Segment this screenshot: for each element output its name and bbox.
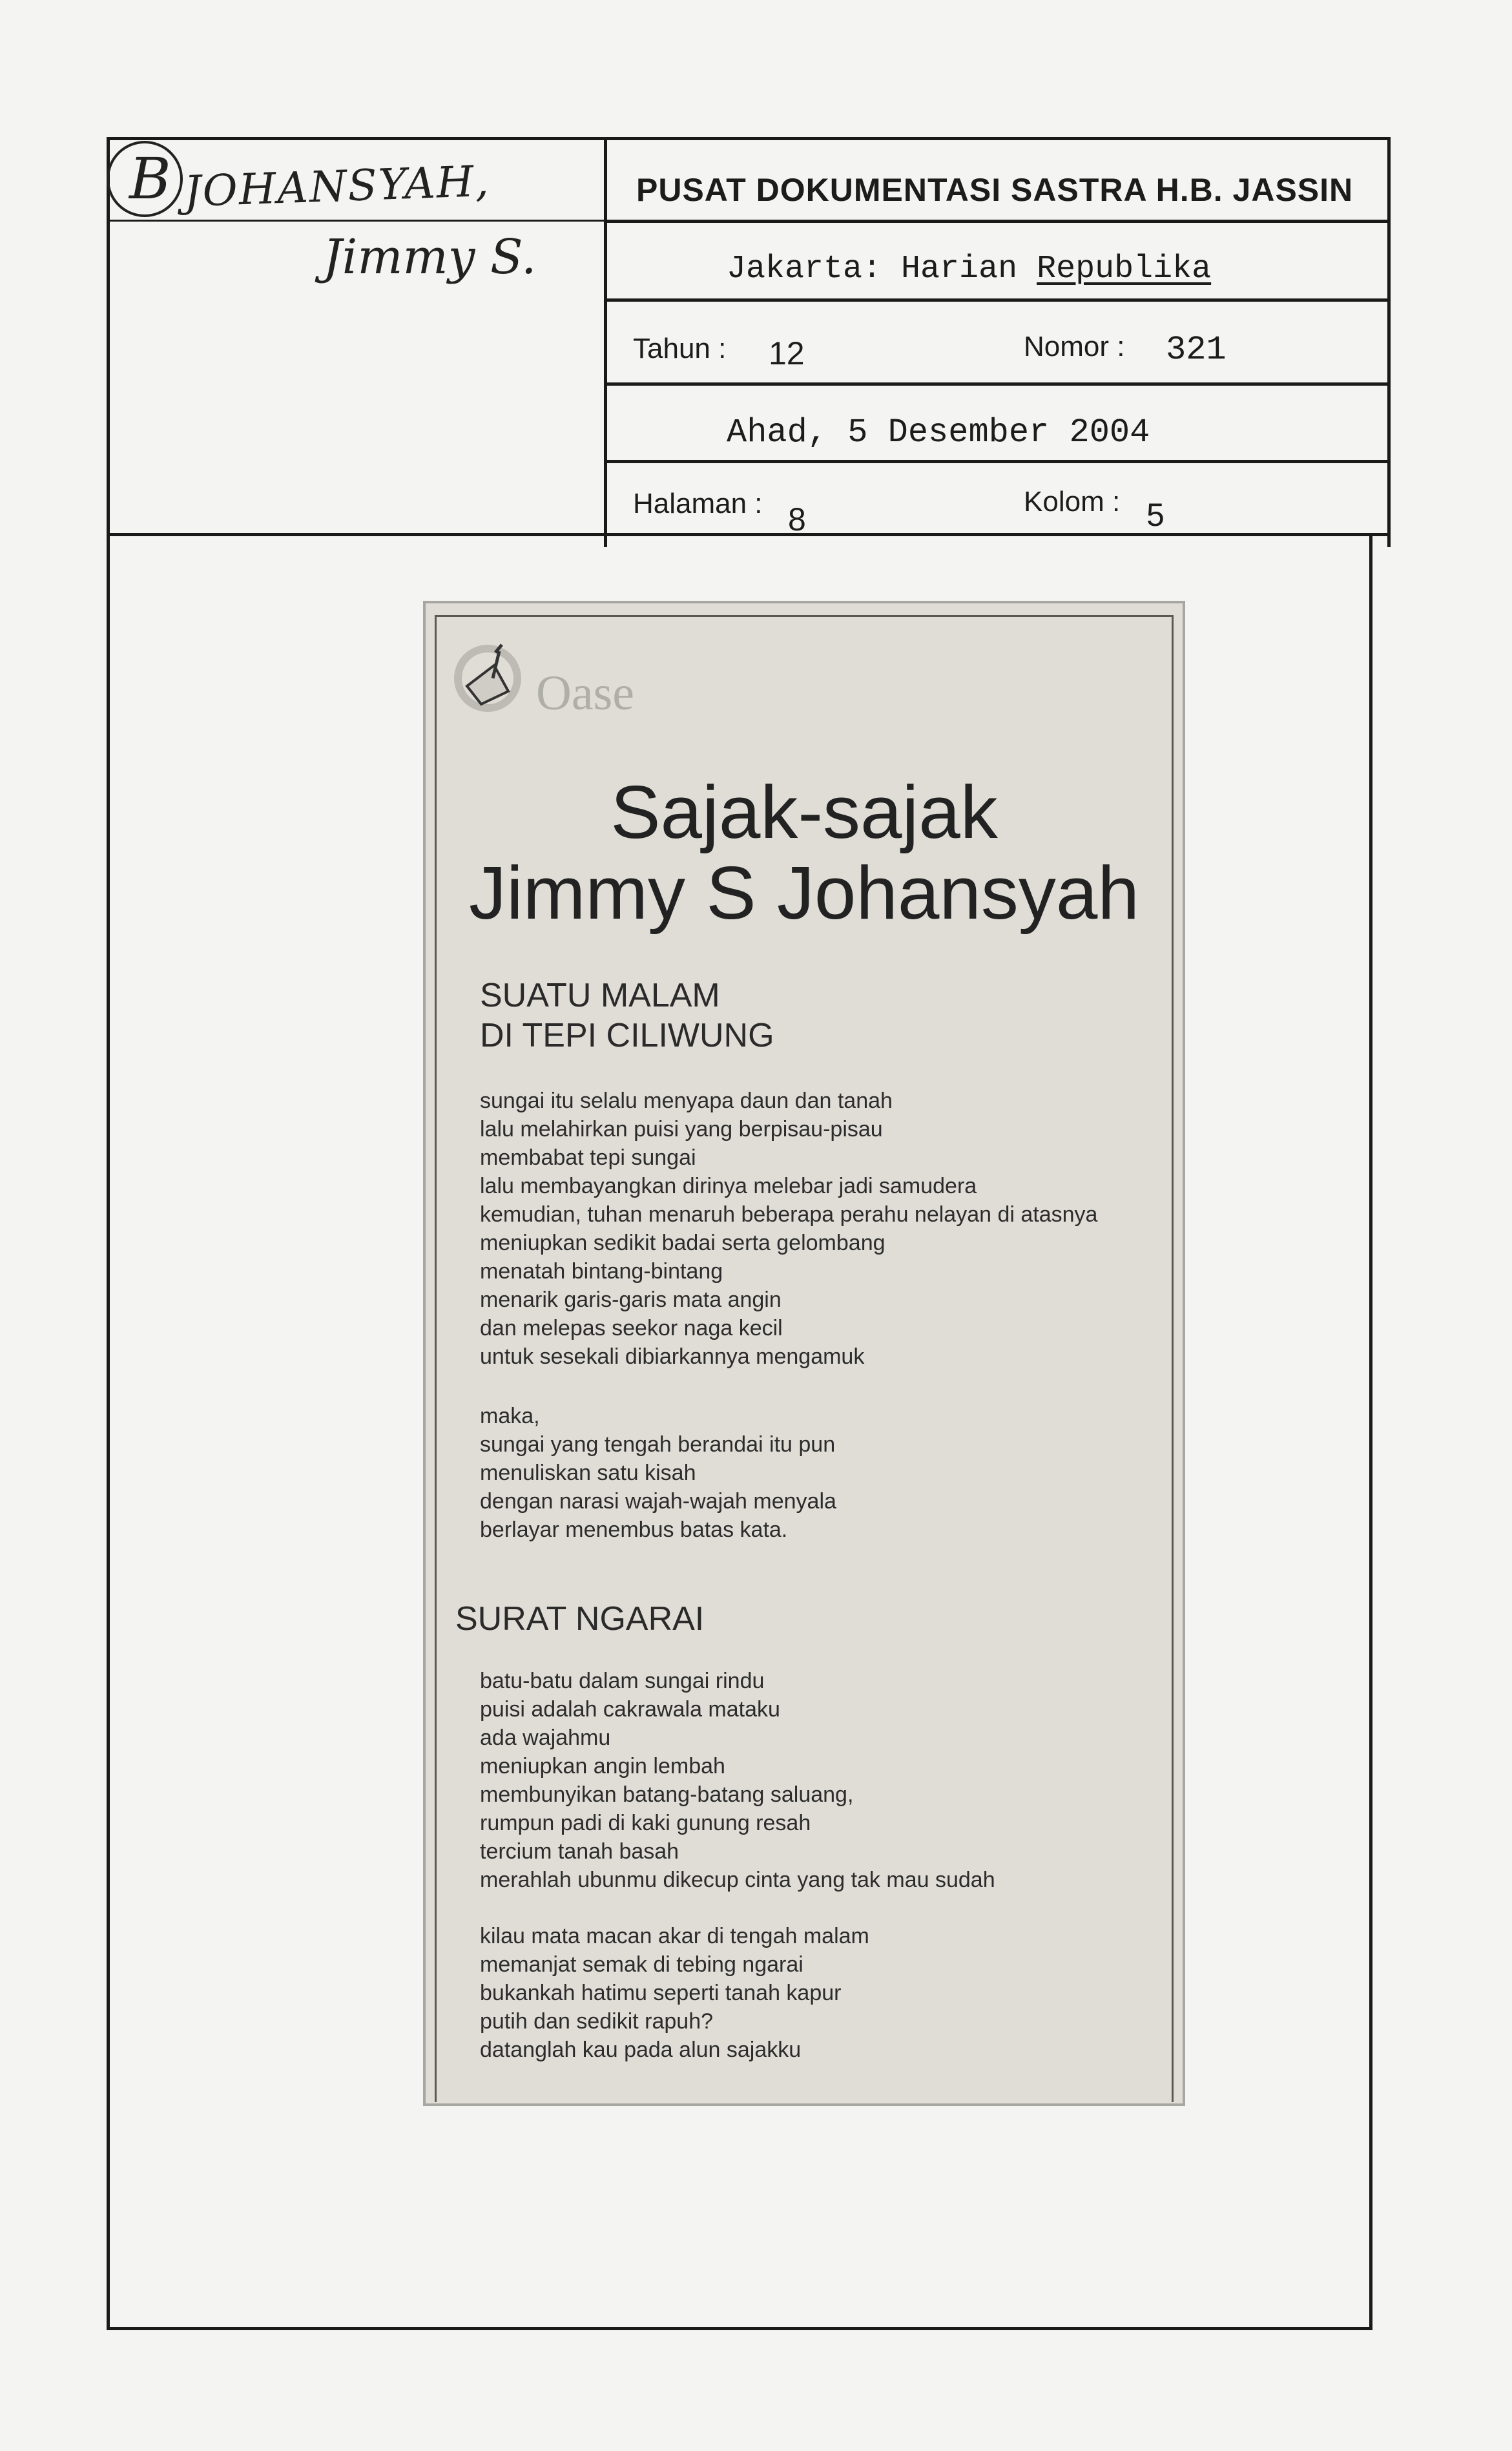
- source-line: [727, 251, 1211, 287]
- quill-icon: [449, 640, 526, 717]
- poem2-stanza2: [480, 1922, 869, 2064]
- poem-line: kemudian, tuhan menaruh beberapa perahu nelayan di atasnya: [480, 1202, 1098, 1227]
- tahun-label: Tahun :: [633, 333, 727, 364]
- handwritten-surname: JOHANSYAH,: [183, 156, 491, 217]
- halaman-value: 8: [788, 501, 806, 537]
- clipping-title-line2: Jimmy S Johansyah: [469, 851, 1139, 935]
- header-right-rule: [1387, 137, 1391, 547]
- poem-line: untuk sesekali dibiarkannya mengamuk: [480, 1344, 865, 1369]
- poem-line: tercium tanah basah: [480, 1839, 679, 1864]
- body-bottom-rule: [107, 2327, 1372, 2330]
- halaman-label: Halaman :: [633, 488, 763, 519]
- kolom-value: 5: [1146, 497, 1165, 533]
- poem-line: dan melepas seekor naga kecil: [480, 1316, 783, 1340]
- column-name: Oase: [536, 666, 634, 720]
- row-rule-2: [604, 298, 1391, 302]
- poem1-stanza1: [480, 1087, 1097, 1371]
- poem-line: menuliskan satu kisah: [480, 1461, 696, 1485]
- date-line: Ahad, 5 Desember 2004: [727, 413, 1150, 452]
- handwritten-given-name: Jimmy S.: [323, 229, 537, 285]
- code-letter: B: [129, 145, 171, 212]
- tahun-value: 12: [769, 335, 805, 371]
- poem1-stanza2: [480, 1402, 836, 1544]
- clipping-title: [449, 772, 1159, 934]
- poem-line: menatah bintang-bintang: [480, 1259, 723, 1284]
- header-right-top-rule: [604, 137, 1391, 140]
- poem-line: bukankah hatimu seperti tanah kapur: [480, 1981, 842, 2005]
- clipping-title-line1: Sajak-sajak: [610, 770, 998, 854]
- poem-line: merahlah ubunmu dikecup cinta yang tak mau sudah: [480, 1868, 995, 1892]
- poem1-title-line2: DI TEPI CILIWUNG: [480, 1017, 774, 1055]
- source-paper: Republika: [1037, 251, 1212, 287]
- poem1-title: [480, 975, 774, 1056]
- row-rule-3: [604, 382, 1391, 386]
- kolom-label: Kolom :: [1024, 486, 1121, 517]
- poem-line: membunyikan batang-batang saluang,: [480, 1782, 854, 1807]
- poem-line: memanjat semak di tebing ngarai: [480, 1952, 803, 1977]
- poem-line: ada wajahmu: [480, 1726, 611, 1750]
- source-city: Jakarta: Harian: [727, 251, 1037, 287]
- poem-line: maka,: [480, 1404, 540, 1428]
- body-top-rule: [107, 533, 1391, 536]
- poem-line: kilau mata macan akar di tengah malam: [480, 1924, 869, 1948]
- poem-line: rumpun padi di kaki gunung resah: [480, 1811, 811, 1835]
- header-divider-rule: [604, 137, 607, 547]
- poem-line: menarik garis-garis mata angin: [480, 1288, 782, 1312]
- row-rule-4: [604, 460, 1391, 463]
- poem-line: lalu membayangkan dirinya melebar jadi samudera: [480, 1174, 977, 1198]
- poem-line: meniupkan sedikit badai serta gelombang: [480, 1231, 885, 1255]
- poem2-stanza1: [480, 1667, 995, 1894]
- poem-line: lalu melahirkan puisi yang berpisau-pisau: [480, 1117, 883, 1142]
- poem-line: meniupkan angin lembah: [480, 1754, 725, 1778]
- poem-line: putih dan sedikit rapuh?: [480, 2009, 714, 2034]
- newspaper-clipping: [423, 601, 1185, 2106]
- name-underline-rule: [107, 220, 607, 222]
- poem-line: datanglah kau pada alun sajakku: [480, 2038, 802, 2062]
- poem-line: dengan narasi wajah-wajah menyala: [480, 1489, 836, 1514]
- poem-line: batu-batu dalam sungai rindu: [480, 1669, 765, 1693]
- nomor-label: Nomor :: [1024, 331, 1125, 362]
- body-right-rule: [1369, 533, 1372, 2330]
- row-rule-1: [604, 220, 1391, 223]
- poem2-title: SURAT NGARAI: [455, 1600, 705, 1638]
- nomor-value: 321: [1166, 331, 1227, 369]
- poem-line: sungai yang tengah berandai itu pun: [480, 1432, 836, 1457]
- institution-title: PUSAT DOKUMENTASI SASTRA H.B. JASSIN: [636, 172, 1354, 208]
- form-left-rule: [107, 137, 110, 2330]
- poem-line: membabat tepi sungai: [480, 1145, 696, 1170]
- poem-line: sungai itu selalu menyapa daun dan tanah: [480, 1089, 893, 1113]
- poem-line: puisi adalah cakrawala mataku: [480, 1697, 780, 1722]
- poem-line: berlayar menembus batas kata.: [480, 1518, 788, 1542]
- header-left-top-rule: [107, 137, 607, 140]
- poem1-title-line1: SUATU MALAM: [480, 977, 720, 1014]
